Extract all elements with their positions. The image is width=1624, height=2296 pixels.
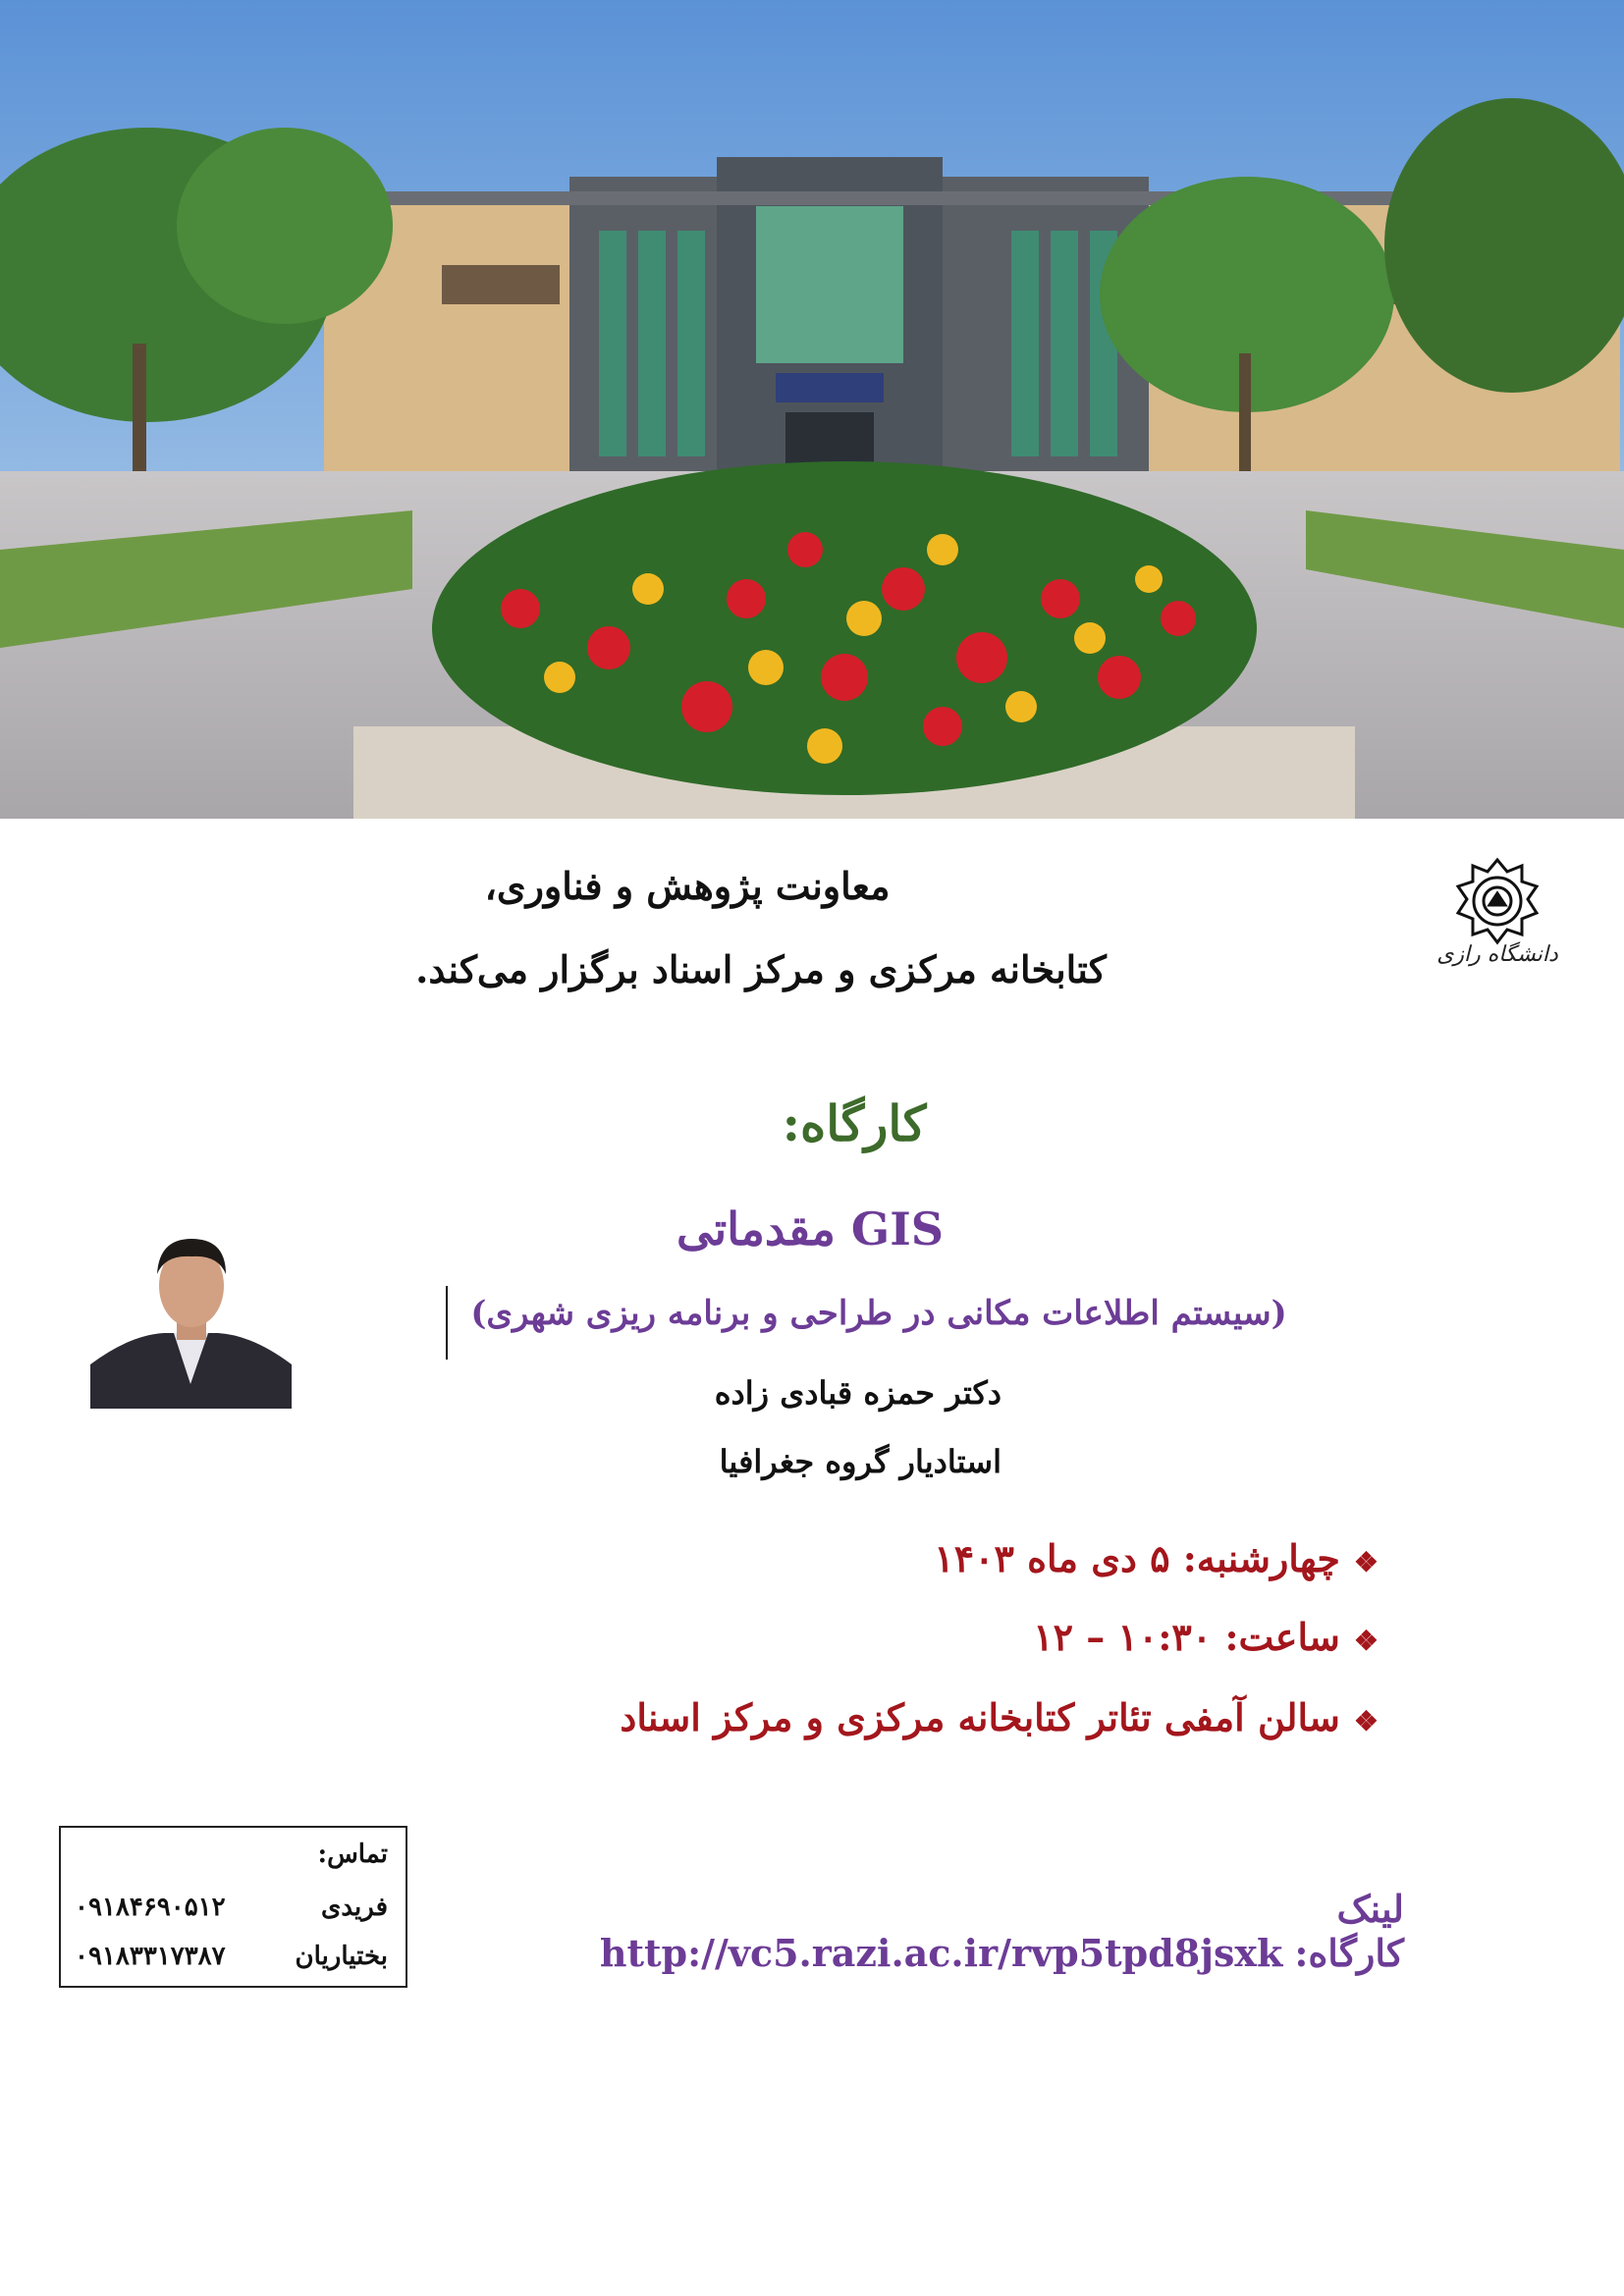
event-time-text: ساعت: ۱۰:۳۰ – ۱۲ [1033,1615,1340,1659]
diamond-bullet-icon: ❖ [1353,1625,1379,1657]
contact-row [75,1942,388,1971]
organizer-line-1: معاونت پژوهش و فناوری، [484,864,891,908]
speaker-photo [90,1217,292,1409]
contact-title: تماس: [317,1840,388,1869]
event-date-text: چهارشنبه: ۵ دی ماه ۱۴۰۳ [934,1536,1340,1580]
speaker-role: استادیار گروه جغرافیا [719,1443,1001,1480]
event-venue [495,1695,1379,1739]
event-date [495,1536,1379,1580]
workshop-subtitle: (سیستم اطلاعات مکانی در طراحی و برنامه ریزی شهری) [470,1294,1287,1333]
workshop-label: کارگاه: [782,1095,927,1152]
workshop-link-row [550,1887,1404,1975]
organizer-line-2: کتابخانه مرکزی و مرکز اسناد برگزار می‌کند. [415,947,1107,991]
diamond-bullet-icon: ❖ [1353,1705,1379,1737]
university-logo-icon [1424,852,1571,999]
contact-phone: ۰۹۱۸۴۶۹۰۵۱۲ [75,1893,226,1922]
workshop-link-label: لینک کارگاه: [1294,1887,1404,1975]
event-venue-text: سالن آمفی تئاتر کتابخانه مرکزی و مرکز اسناد [620,1695,1340,1739]
hero-building-photo [0,0,1624,819]
contact-name: فریدی [320,1893,388,1922]
contact-row [75,1893,388,1922]
contact-phone: ۰۹۱۸۳۳۱۷۳۸۷ [75,1942,226,1971]
diamond-bullet-icon: ❖ [1353,1546,1379,1578]
event-time [495,1615,1379,1659]
speaker-name: دکتر حمزه قبادی زاده [714,1374,1001,1412]
contact-box [59,1826,407,1988]
contact-name: بختیاریان [295,1942,388,1971]
workshop-link-url[interactable]: http://vc5.razi.ac.ir/rvp5tpd8jsxk [599,1931,1283,1975]
university-logo-caption: دانشگاه رازی [1436,942,1558,967]
workshop-title: GIS مقدماتی [677,1202,944,1255]
